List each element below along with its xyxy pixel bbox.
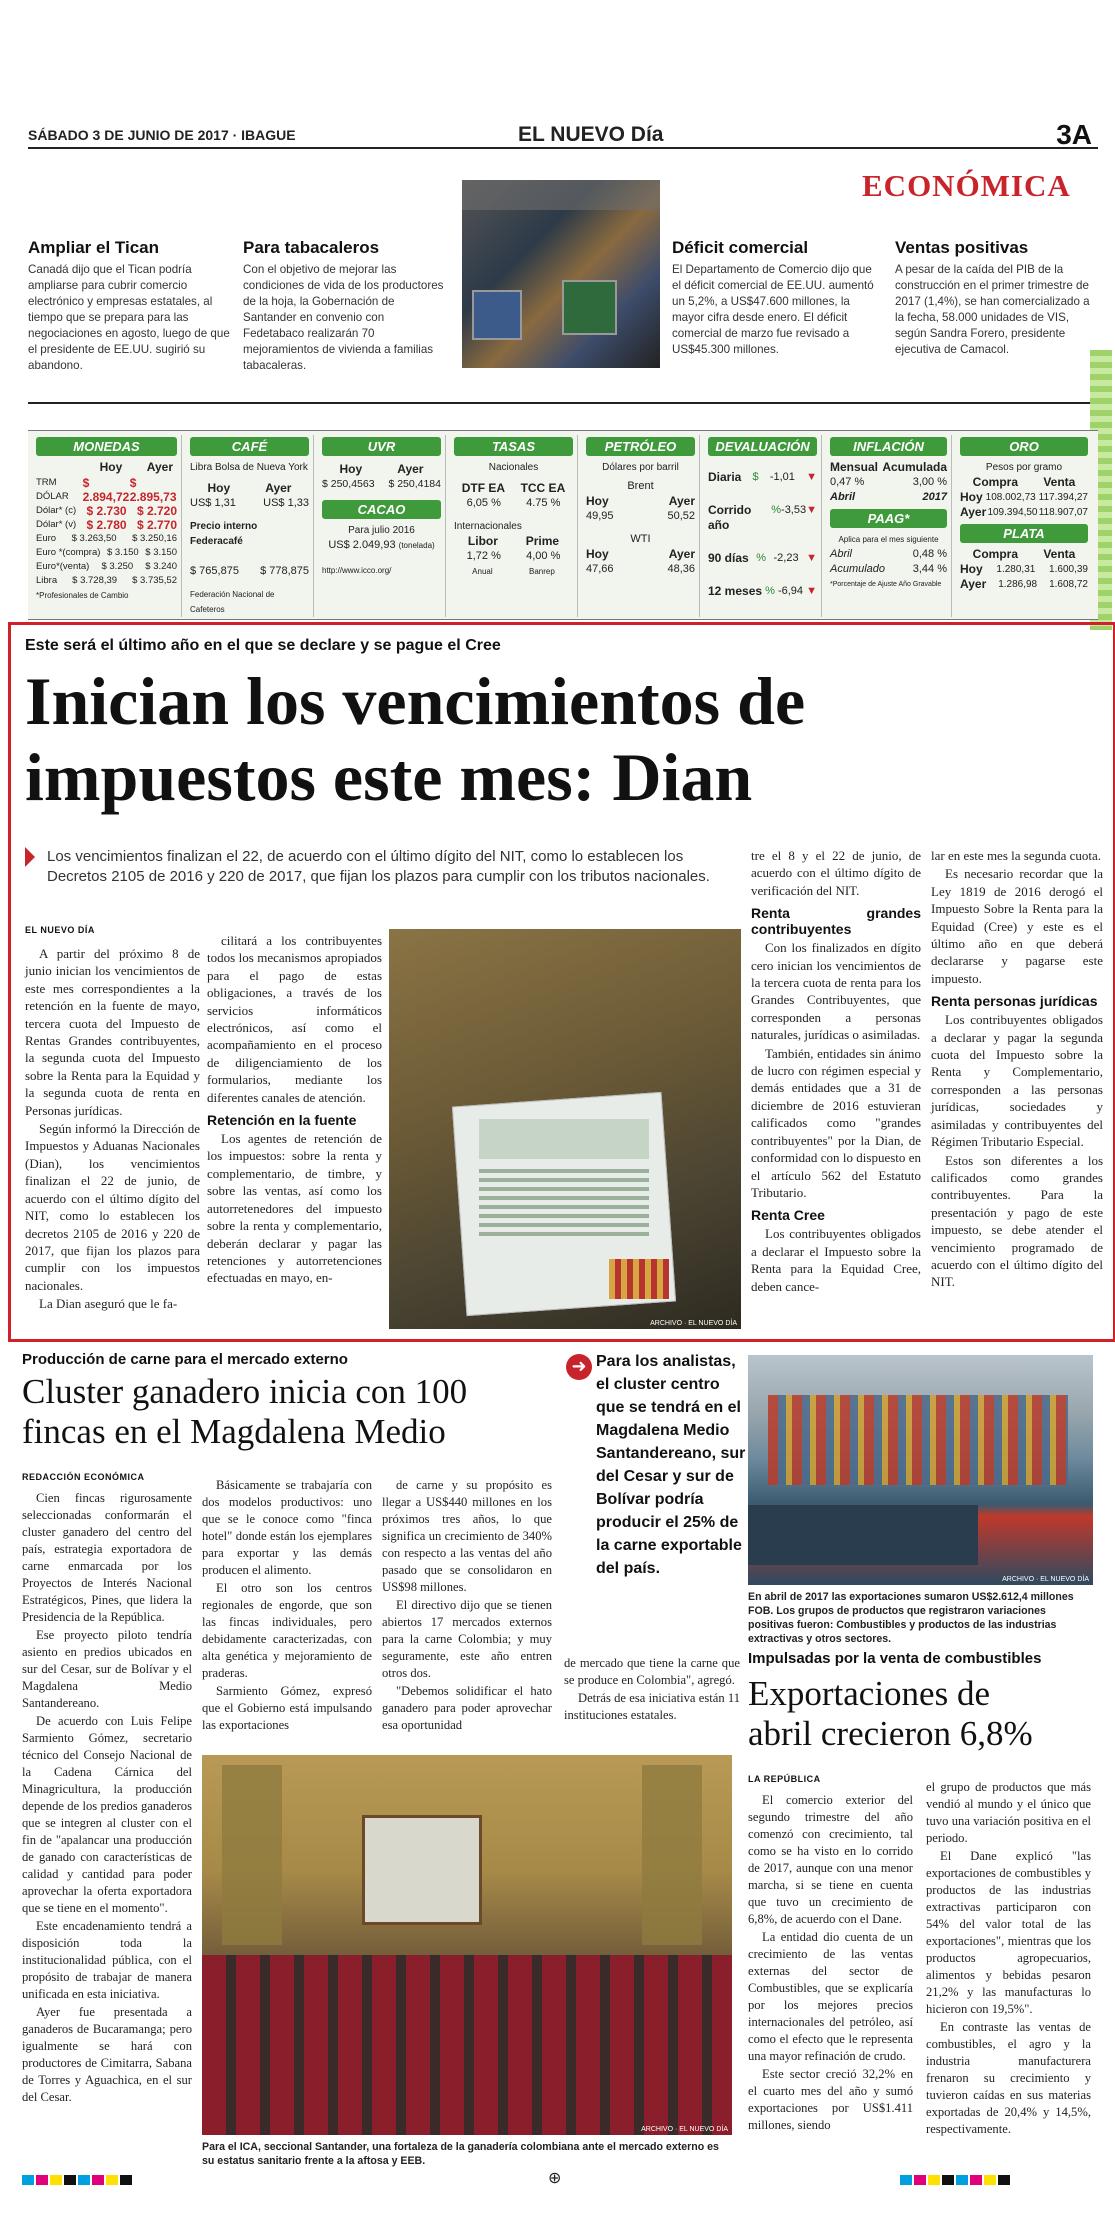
exports-photo-caption: En abril de 2017 las exportaciones sumaron US$2.612,4 millones FOB. Los grupos de productos que registraron variaciones positivas fueron: Combustibles y productos de las industrias extractivas y otros sectores. bbox=[748, 1591, 1074, 1645]
cafe-yesterday: US$ 1,33 bbox=[263, 497, 309, 509]
paragraph: El otro son los centros regionales de engorde, que son las fincas individuales, pero debidamente caracterizadas, con alta genética y mejoramiento de praderas. bbox=[202, 1581, 372, 1680]
tax-forms-photo bbox=[389, 929, 741, 1329]
gold-sell: 117.394,27 bbox=[1038, 492, 1088, 503]
petroleo-label: Dólares por barril bbox=[602, 462, 679, 473]
brief-tabacaleros bbox=[243, 238, 448, 374]
subhead: Retención en la fuente bbox=[207, 1112, 357, 1129]
gold-label: Compra bbox=[972, 475, 1018, 489]
cluster-meeting-photo bbox=[202, 1755, 732, 2135]
paragraph: Este sector creció 32,2% en el cuarto mes del año y sumó exportaciones por US$1.411 millones, siendo bbox=[748, 2067, 913, 2132]
monedas-table bbox=[36, 476, 177, 588]
port-trucks-photo bbox=[462, 180, 660, 368]
down-arrow-icon: ▼ bbox=[806, 504, 817, 516]
tab-plata: PLATA bbox=[960, 524, 1088, 543]
feature-col-3 bbox=[751, 847, 921, 1296]
feature-byline: EL NUEVO DÍA bbox=[25, 925, 95, 935]
subhead: Renta grandes contribuyentes bbox=[751, 905, 921, 938]
cluster-headline-line1: Cluster ganadero inicia con 100 bbox=[22, 1372, 468, 1411]
currency-name: TRM DÓLAR bbox=[36, 477, 69, 502]
uvr-note: http://www.icco.org/ bbox=[322, 566, 392, 575]
markets-devaluacion bbox=[704, 435, 822, 617]
markets-inflacion bbox=[826, 435, 952, 617]
inflation-value: 0,47 % bbox=[830, 476, 865, 488]
currency-today: $ 2.730 bbox=[86, 504, 127, 518]
gold-label: Venta bbox=[1043, 475, 1076, 489]
markets-petroleo bbox=[582, 435, 700, 617]
markets-uvr bbox=[318, 435, 446, 617]
brief-deficit bbox=[672, 238, 882, 358]
feature-kicker: Este será el último año en el que se declare y se pague el Cree bbox=[25, 637, 501, 654]
gold-buy: 109.394,50 bbox=[987, 507, 1038, 518]
brief-text: El Departamento de Comercio dijo que el déficit comercial de EE.UU. aumentó un 5,2%, a US$47.600 millones, la mayor cifra desde enero. El déficit comercial de marzo fue revisado a US$45.300 millones. bbox=[672, 263, 874, 356]
markets-cafe bbox=[186, 435, 314, 617]
rate-value: 4,00 % bbox=[526, 550, 561, 562]
silver-buy: 1.280,31 bbox=[996, 564, 1036, 575]
currency-yesterday: $ 2.895,73 bbox=[129, 476, 177, 504]
uvr-yesterday: $ 250,4184 bbox=[388, 478, 441, 490]
value: -3,53 bbox=[781, 504, 807, 516]
label-ayer: Ayer bbox=[668, 547, 695, 561]
currency-today: $ 3.263,50 bbox=[71, 533, 117, 544]
cluster-col-1 bbox=[22, 1490, 192, 2107]
period: Corrido año bbox=[708, 503, 752, 532]
gold-label: Compra bbox=[972, 547, 1018, 561]
cluster-col-3 bbox=[382, 1477, 552, 1735]
cluster-headline-line2: fincas en el Magdalena Medio bbox=[22, 1412, 446, 1451]
paragraph: Es necesario recordar que la Ley 1819 de 2016 derogó el Impuesto Sobre la Renta para la Equidad (Cree) y este es el último año en que deberá declararse y pagarse este impuesto. bbox=[931, 866, 1103, 986]
cluster-photo-caption: Para el ICA, seccional Santander, una fortaleza de la ganadería colombiana ante el mercado externo es su estatus sanitario frente a la aftosa y EEB. bbox=[202, 2141, 719, 2167]
monedas-note: *Profesionales de Cambio bbox=[36, 591, 129, 600]
subhead: Renta Cree bbox=[751, 1207, 825, 1224]
tab-cafe: CAFÉ bbox=[190, 437, 309, 456]
value: -6,94 bbox=[777, 585, 804, 597]
tab-paag: PAAG* bbox=[830, 509, 947, 528]
currency-name: Euro*(venta) bbox=[36, 561, 90, 572]
oil-today: 49,95 bbox=[586, 510, 614, 522]
paragraph: A partir del próximo 8 de junio inician los vencimientos de este mes correspondientes a la retención en la fuente de mayo, tercera cuota del Impuesto de Rentas Grandes contribuyentes, la segunda cuota del Impuesto sobre la Renta para la Equidad y la segunda cuota de renta en Personas jurídicas. bbox=[25, 946, 200, 1118]
currency-yesterday: $ 2.720 bbox=[136, 504, 177, 518]
cacao-unit: (tonelada) bbox=[398, 541, 435, 550]
label-ayer: Ayer bbox=[265, 481, 292, 495]
unit: % bbox=[771, 504, 782, 516]
currency-yesterday: $ 3.150 bbox=[145, 547, 177, 558]
paragraph: En contraste las ventas de combustibles, el agro y la industria manufacturera frenaron su crecimiento y tuvieron caídas en sus materias exportadas de 20,4% y 14,5%, respectivamente. bbox=[926, 2020, 1091, 2136]
exports-col-1 bbox=[748, 1792, 913, 2135]
oro-label: Pesos por gramo bbox=[985, 462, 1063, 473]
unit: % bbox=[765, 585, 775, 597]
paag-key: Abril bbox=[830, 548, 853, 560]
paragraph: Los agentes de retención de los impuestos: sobre la renta y complementario, de timbre, y sobre las ventas, así como los autorretenedores del impuesto sobre la renta y complementario, deberán declarar y pagar las retenciones y autorretenciones efectuadas en mayo, en- bbox=[207, 1131, 382, 1286]
brief-tican bbox=[28, 238, 233, 374]
oil-yesterday: 48,36 bbox=[667, 563, 695, 575]
rate-name: Prime bbox=[525, 534, 560, 548]
exports-headline-line1: Exportaciones de bbox=[748, 1674, 990, 1713]
rate-note: Anual bbox=[472, 567, 493, 576]
paragraph: cilitará a los contribuyentes todos los mecanismos apropiados para el pago de estas obligaciones, a través de los servicios informáticos electrónicos, así como el acompañamiento en el proceso de diligenciamiento de los formularios, mediante los diferentes canales de atención. bbox=[207, 933, 382, 1105]
port-containers-photo bbox=[748, 1355, 1093, 1585]
down-arrow-icon: ▼ bbox=[806, 585, 817, 597]
markets-tasas bbox=[450, 435, 578, 617]
paragraph: el grupo de productos que más vendió al mundo y el único que tuvo una variación positiva en el periodo. bbox=[926, 1780, 1091, 1845]
newspaper-logo: EL NUEVO Día bbox=[518, 123, 664, 146]
paragraph: El comercio exterior del segundo trimestre del año comenzó con crecimiento, tal como se ha visto en lo corrido de 2017, aunque con una menor marcha, si se tiene en cuenta que tuvo un crecimiento de 6,8%, de acuerdo con el Dane. bbox=[748, 1793, 913, 1926]
oil-yesterday: 50,52 bbox=[667, 510, 695, 522]
cafe-today: US$ 1,31 bbox=[190, 497, 236, 509]
value: -1,01 bbox=[769, 471, 795, 483]
markets-box bbox=[28, 430, 1098, 620]
cafe-today: $ 765,875 bbox=[190, 565, 239, 577]
paragraph: De acuerdo con Luis Felipe Sarmiento Gómez, secretario técnico del Consejo Nacional de la Cadena Cárnica del Minagricultura, la producción depende de los predios ganaderos que se integren al cluster con el fin de "apalancar una producción de ganado con características de calidad y cantidad para poder aprovechar la oferta exportadora que se tiene en el momento". bbox=[22, 1714, 192, 1915]
currency-today: $ 3.150 bbox=[107, 547, 139, 558]
currency-yesterday: $ 3.735,52 bbox=[132, 575, 177, 586]
divider bbox=[28, 402, 1098, 404]
cluster-col-2 bbox=[202, 1477, 372, 1735]
rate-value: 1,72 % bbox=[466, 550, 501, 562]
rate-name: Libor bbox=[467, 534, 498, 548]
label-hoy: Hoy bbox=[586, 494, 609, 508]
brief-text: Canadá dijo que el Tican podría ampliarse para cubrir comercio electrónico y empresas estatales, al tiempo que se prepara para las negociaciones en agosto, luego de que el presidente de EE.UU. sugirió su abandono. bbox=[28, 263, 230, 372]
paragraph: Según informó la Dirección de Impuestos y Aduanas Nacionales (Dian), los vencimientos finalizan el 22 de junio, de acuerdo con el último dígito del NIT, como lo establecen los decretos 2105 de 2016 y 220 de 2017, que fijan los plazos para cumplir con los impuestos nacionales. bbox=[25, 1121, 200, 1293]
currency-today: $ 3.250 bbox=[101, 561, 134, 572]
label-ayer: Ayer bbox=[397, 462, 424, 476]
cluster-byline: REDACCIÓN ECONÓMICA bbox=[22, 1472, 145, 1482]
currency-yesterday: $ 3.240 bbox=[145, 561, 177, 572]
paragraph: de carne y su propósito es llegar a US$440 millones en los próximos tres años, lo que significa un crecimiento de 340% con respecto a las ventas del año pasado que se consolidaron en US$98 millones. bbox=[382, 1478, 552, 1594]
rate-value: 6,05 % bbox=[466, 497, 501, 509]
silver-buy: 1.286,98 bbox=[998, 579, 1038, 590]
inflation-label: Mensual bbox=[830, 460, 879, 474]
cluster-pull-quote: Para los analistas, el cluster centro que se tendrá en el Magdalena Medio Santandereano, sur del Cesar y sur de Bolívar podría producir el 25% de la carne exportable del país. bbox=[596, 1353, 746, 1577]
cafe-note: Federación Nacional de Cafeteros bbox=[190, 590, 275, 614]
paragraph: Cien fincas rigurosamente seleccionadas conformarán el cluster ganadero del centro del país, estrategia exportadora de carne enmarcada por los Proyectos de Interés Nacional Estratégicos, Pines, que lidera la Presidencia de la República. bbox=[22, 1491, 192, 1624]
value: -2,23 bbox=[773, 552, 799, 564]
oil-name: WTI bbox=[630, 533, 651, 545]
gold-sell: 118.907,07 bbox=[1038, 507, 1088, 518]
photo-credit: ARCHIVO · EL NUEVO DÍA bbox=[650, 1320, 737, 1327]
gold-day: Hoy bbox=[960, 490, 983, 504]
inflacion-note: *Porcentaje de Ajuste Año Gravable bbox=[830, 581, 942, 588]
exports-headline-line2: abril crecieron 6,8% bbox=[748, 1714, 1033, 1753]
currency-yesterday: $ 3.250,16 bbox=[132, 533, 177, 544]
photo-credit: ARCHIVO · EL NUEVO DÍA bbox=[1002, 1576, 1089, 1583]
markets-monedas bbox=[32, 435, 182, 617]
tab-tasas: TASAS bbox=[454, 437, 573, 456]
inflation-label: Acumulada bbox=[882, 460, 947, 474]
cafe-yesterday: $ 778,875 bbox=[260, 565, 309, 577]
color-registration-marks bbox=[22, 2172, 134, 2190]
paragraph: Básicamente se trabajaría con dos modelos productivos: uno que se le conoce como "finca hotel" donde están los ejemplares para exportar y las demás producen el alimento. bbox=[202, 1478, 372, 1577]
paragraph: Estos son diferentes a los calificados como grandes contribuyentes. Para la presentación y pago de este impuesto, se debe atender el vencimiento programado de acuerdo con el último dígito del NIT. bbox=[931, 1152, 1103, 1290]
silver-day: Ayer bbox=[960, 577, 987, 591]
paragraph: Sarmiento Gómez, expresó que el Gobierno está impulsando las exportaciones bbox=[202, 1684, 372, 1732]
label-hoy: Hoy bbox=[339, 462, 363, 476]
silver-sell: 1.608,72 bbox=[1049, 579, 1088, 590]
feature-col-2 bbox=[207, 932, 382, 1288]
tab-oro: ORO bbox=[960, 437, 1088, 456]
feature-deck: Los vencimientos finalizan el 22, de acuerdo con el último dígito del NIT, como lo establecen los Decretos 2105 de 2016 y 220 de 2017, que fijan los plazos para cumplir con los tributos nacionales. bbox=[47, 848, 710, 885]
currency-name: Dólar* (c) bbox=[36, 505, 77, 516]
paragraph: "Debemos solidificar el hato ganadero para poder aprovechar esa oportunidad bbox=[382, 1684, 552, 1732]
oil-today: 47,66 bbox=[586, 563, 614, 575]
cluster-col-4 bbox=[564, 1655, 740, 1725]
feature-headline-line1: Inician los vencimientos de bbox=[25, 663, 806, 739]
feature-col-4 bbox=[931, 847, 1103, 1292]
paragraph: Ese proyecto piloto tendría asiento en predios ubicados en sur del Cesar, sur de Bolívar y el Magdalena Medio Santandereano. bbox=[22, 1628, 192, 1710]
inflation-value: 3,00 % bbox=[912, 476, 947, 488]
tab-inflacion: INFLACIÓN bbox=[830, 437, 947, 456]
paragraph: Los contribuyentes obligados a declarar el Impuesto sobre la Renta para la Equidad Cree, deben cance- bbox=[751, 1226, 921, 1294]
rate-value: 4.75 % bbox=[526, 497, 561, 509]
paragraph: tre el 8 y el 22 de junio, de acuerdo con el último dígito de verificación del NIT. bbox=[751, 848, 921, 898]
tasas-label: Internacionales bbox=[454, 521, 522, 532]
currency-name: Euro *(compra) bbox=[36, 547, 101, 558]
paragraph: Detrás de esa iniciativa están 11 instituciones estatales. bbox=[564, 1691, 740, 1722]
unit: $ bbox=[752, 471, 759, 483]
subhead: Renta personas jurídicas bbox=[931, 993, 1098, 1010]
section-title: ECONÓMICA bbox=[862, 168, 1071, 203]
currency-name: Euro bbox=[36, 533, 57, 544]
paragraph: lar en este mes la segunda cuota. bbox=[931, 848, 1102, 863]
inflation-year: 2017 bbox=[922, 491, 947, 503]
photo-credit: ARCHIVO · EL NUEVO DÍA bbox=[641, 2126, 728, 2133]
brief-title: Déficit comercial bbox=[672, 238, 809, 257]
label-hoy: Hoy bbox=[99, 460, 123, 474]
brief-title: Para tabacaleros bbox=[243, 238, 380, 257]
tab-monedas: MONEDAS bbox=[36, 437, 177, 456]
paragraph: Con los finalizados en dígito cero inician los vencimientos de la tercera cuota de renta para los Grandes Contribuyentes, que corresponden a personas naturales, jurídicas o asimiladas. bbox=[751, 940, 921, 1043]
currency-yesterday: $ 2.770 bbox=[136, 518, 177, 532]
arrow-right-icon: ➜ bbox=[566, 1354, 592, 1380]
brief-text: A pesar de la caída del PIB de la construcción en el primer trimestre de 2017 (1,4%), se han comercializado a la fecha, 58.000 unidades de VIS, según Sandra Forero, presidente ejecutiva de Camacol. bbox=[895, 263, 1090, 356]
paragraph: Los contribuyentes obligados a declarar y pagar la segunda cuota del Impuesto sobre la Renta y Complementario, corresponden a las personas jurídicas, sociedades y asimiladas y contribuyentes del Régimen Tributario Especial. bbox=[931, 1012, 1103, 1150]
gold-label: Venta bbox=[1043, 547, 1076, 561]
brief-title: Ampliar el Tican bbox=[28, 238, 160, 257]
period: Diaria bbox=[708, 470, 742, 484]
page-date: SÁBADO 3 DE JUNIO DE 2017 · IBAGUE bbox=[28, 127, 296, 143]
rate-name: TCC EA bbox=[520, 481, 566, 495]
label-ayer: Ayer bbox=[668, 494, 695, 508]
paragraph: Este encadenamiento tendrá a disposición toda la institucionalidad pública, con el propósito de trabajar de manera unificada en esta iniciativa. bbox=[22, 1919, 192, 2001]
cacao-label: Para julio 2016 bbox=[348, 525, 415, 536]
currency-today: $ 3.728,39 bbox=[72, 575, 118, 586]
unit: % bbox=[756, 552, 766, 564]
down-arrow-icon: ▼ bbox=[806, 471, 817, 483]
paag-value: 0,48 % bbox=[912, 548, 947, 560]
paragraph: La Dian aseguró que le fa- bbox=[39, 1296, 178, 1312]
feature-col-1 bbox=[25, 945, 200, 1314]
paragraph: El Dane explicó "las exportaciones de combustibles y productos de las industrias extractivas participaron con 54% del valor total de las exportaciones", mientras que los productos agropecuarios, alimentos y bebidas pesaron 21,2% y las manufacturas lo hicieron con 19,5%". bbox=[926, 1849, 1091, 2016]
period: 90 días bbox=[708, 551, 749, 565]
currency-today: $ 2.780 bbox=[86, 518, 127, 532]
brief-text: Con el objetivo de mejorar las condiciones de vida de los productores de la hoja, la Gobernación de Santander en convenio con Fedetabaco realizarán 70 mejoramientos de vivienda a familias tabacaleras. bbox=[243, 263, 444, 372]
deck-marker-icon bbox=[25, 847, 35, 867]
paag-key: Acumulado bbox=[830, 563, 886, 575]
registration-target-icon: ⊕ bbox=[548, 2168, 562, 2187]
page-number: 3A bbox=[1056, 119, 1092, 150]
exports-byline: LA REPÚBLICA bbox=[748, 1774, 821, 1784]
paragraph: También, entidades sin ánimo de lucro con régimen especial y demás entidades que a 31 de diciembre de 2016 estuvieran calificados como "grandes contribuyentes" por la Dian, de conformidad con lo dispuesto en el artículo 562 del Estatuto Tributario. bbox=[751, 1045, 921, 1200]
oil-name: Brent bbox=[627, 480, 654, 492]
feature-headline-line2: impuestos este mes: Dian bbox=[25, 739, 753, 815]
rate-note: Banrep bbox=[529, 567, 555, 576]
label-hoy: Hoy bbox=[586, 547, 609, 561]
gold-day: Ayer bbox=[960, 505, 987, 519]
exports-col-2 bbox=[926, 1779, 1091, 2139]
paragraph: La entidad dio cuenta de un crecimiento de las ventas externas del sector de Combustibles, que se explicaría por los mejores precios internacionales del petróleo, así como el efecto que le representa una mayor refinación de crudo. bbox=[748, 1930, 913, 2063]
down-arrow-icon: ▼ bbox=[806, 552, 817, 564]
currency-today: $ 2.894,72 bbox=[82, 476, 130, 504]
paag-label: Aplica para el mes siguiente bbox=[838, 535, 939, 544]
paag-value: 3,44 % bbox=[912, 563, 947, 575]
period: 12 meses bbox=[708, 584, 763, 598]
gold-buy: 108.002,73 bbox=[985, 492, 1036, 503]
cacao-value: US$ 2.049,93 bbox=[328, 539, 396, 551]
currency-name: Dólar* (v) bbox=[36, 519, 77, 530]
color-registration-marks bbox=[900, 2172, 1012, 2190]
inflation-month: Abril bbox=[830, 491, 856, 503]
markets-oro bbox=[956, 435, 1092, 617]
paragraph: El directivo dijo que se tienen abiertos 17 mercados externos para la carne Colombia; y muy seguramente, este año entren otros dos. bbox=[382, 1598, 552, 1680]
tasas-label: Nacionales bbox=[488, 462, 539, 473]
brief-ventas bbox=[895, 238, 1095, 358]
brief-title: Ventas positivas bbox=[895, 238, 1029, 257]
cluster-kicker: Producción de carne para el mercado externo bbox=[22, 1351, 348, 1368]
currency-name: Libra bbox=[36, 575, 58, 586]
rate-name: DTF EA bbox=[461, 481, 506, 495]
exports-kicker: Impulsadas por la venta de combustibles bbox=[748, 1650, 1042, 1667]
paragraph: de mercado que tiene la carne que se produce en Colombia", agregó. bbox=[564, 1656, 740, 1687]
tab-petroleo: PETRÓLEO bbox=[586, 437, 695, 456]
paragraph: Ayer fue presentada a ganaderos de Bucaramanga; pero igualmente se hará con productores de Cimitarra, Sabana de Torres y Aguachica, en el sur del Cesar. bbox=[22, 2005, 192, 2104]
silver-sell: 1.600,39 bbox=[1049, 564, 1088, 575]
label-hoy: Hoy bbox=[207, 481, 231, 495]
feature-article bbox=[8, 622, 1115, 1342]
tab-uvr: UVR bbox=[322, 437, 441, 456]
cafe-label: Libra Bolsa de Nueva York bbox=[190, 462, 308, 473]
label-ayer: Ayer bbox=[146, 460, 173, 474]
tab-devaluacion: DEVALUACIÓN bbox=[708, 437, 817, 456]
tab-cacao: CACAO bbox=[322, 500, 441, 519]
cafe-label: Precio interno Federacafé bbox=[190, 521, 258, 547]
silver-day: Hoy bbox=[960, 562, 983, 576]
page-header bbox=[28, 119, 1098, 150]
uvr-today: $ 250,4563 bbox=[322, 478, 375, 490]
